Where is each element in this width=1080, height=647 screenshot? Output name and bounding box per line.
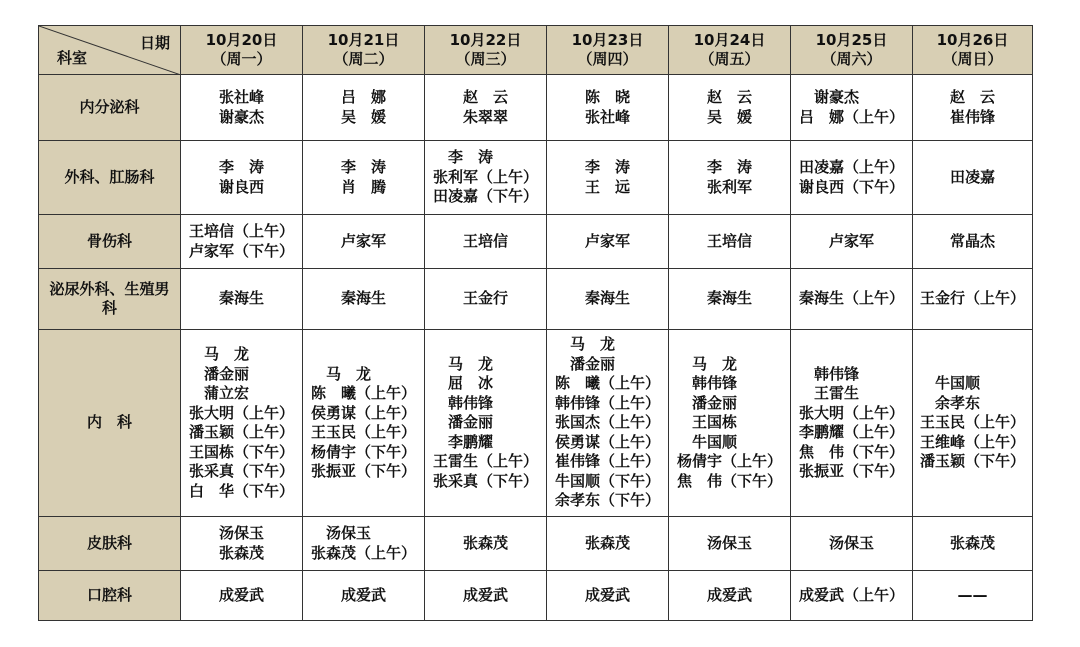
doctor-list: 王培信（上午） 卢家军（下午） — [188, 222, 294, 260]
dept-cell — [39, 269, 181, 330]
doctor-list: 常晶杰 — [949, 231, 995, 250]
date-header — [547, 26, 669, 75]
doctor-list: 李 涛 王 远 — [584, 158, 630, 196]
schedule-cell — [303, 571, 425, 621]
weekday-text: （周日） — [942, 50, 1003, 68]
table-row — [39, 330, 1033, 517]
table-row — [39, 269, 1033, 330]
schedule-cell — [425, 269, 547, 330]
schedule-cell — [669, 269, 791, 330]
doctor-list: 卢家军 — [340, 231, 386, 250]
schedule-cell — [791, 75, 913, 141]
schedule-cell — [425, 571, 547, 621]
schedule-cell — [303, 517, 425, 571]
schedule-cell — [181, 141, 303, 215]
doctor-list: 王金行 — [462, 289, 508, 308]
date-header — [181, 26, 303, 75]
schedule-cell — [669, 517, 791, 571]
schedule-cell — [791, 215, 913, 269]
doctor-list: 张社峰 谢豪杰 — [218, 88, 264, 126]
dept-cell — [39, 75, 181, 141]
doctor-list: 秦海生 — [218, 289, 264, 308]
date-text: 10月23日 — [571, 31, 644, 49]
doctor-list: 秦海生 — [706, 289, 752, 308]
doctor-list: 马 龙 潘金丽 蒲立宏 张大明（上午） 潘玉颖（上午） 王国栋（下午） 张采真（下午） 白 华（下午） — [188, 345, 294, 500]
table-row — [39, 75, 1033, 141]
dept-name: 泌尿外科、生殖男 科 — [49, 279, 170, 317]
schedule-cell — [181, 215, 303, 269]
header-row — [39, 26, 1033, 75]
doctor-list: 汤保玉 张森茂（上午） — [310, 524, 416, 562]
doctor-list: 马 龙 屈 冰 韩伟锋 潘金丽 李鹏耀 王雷生（上午） 张采真（下午） — [432, 354, 538, 490]
schedule-cell — [181, 75, 303, 141]
dept-cell — [39, 141, 181, 215]
weekday-text: （周五） — [699, 50, 760, 68]
table-row — [39, 141, 1033, 215]
weekday-text: （周四） — [577, 50, 638, 68]
doctor-list: 田凌嘉（上午） 谢良西（下午） — [798, 158, 904, 196]
doctor-list: 成爱武（上午） — [798, 585, 904, 604]
weekday-text: （周三） — [455, 50, 516, 68]
doctor-list: 马 龙 陈 曦（上午） 侯勇谋（上午） 王玉民（上午） 杨倩宇（下午） 张振亚（下午） — [310, 364, 416, 480]
doctor-list: 赵 云 崔伟锋 — [949, 88, 995, 126]
table-row — [39, 215, 1033, 269]
weekday-text: （周一） — [211, 50, 272, 68]
doctor-list: 成爱武 — [584, 585, 630, 604]
schedule-cell — [425, 141, 547, 215]
schedule-cell — [791, 330, 913, 517]
dept-name: 骨伤科 — [86, 231, 132, 250]
doctor-list: 赵 云 吴 媛 — [706, 88, 752, 126]
doctor-list: 王培信 — [462, 231, 508, 250]
dept-axis-label: 科室 — [57, 48, 88, 67]
corner-header — [39, 26, 181, 75]
schedule-cell — [669, 141, 791, 215]
schedule-cell — [913, 330, 1033, 517]
date-header — [303, 26, 425, 75]
doctor-list: 李 涛 张利军 — [706, 158, 752, 196]
date-text: 10月21日 — [327, 31, 400, 49]
schedule-cell — [547, 269, 669, 330]
schedule-cell — [181, 269, 303, 330]
schedule-cell — [303, 215, 425, 269]
schedule-cell — [425, 517, 547, 571]
doctor-list: 马 龙 韩伟锋 潘金丽 王国栋 牛国顺 杨倩宇（上午） 焦 伟（下午） — [676, 354, 782, 490]
schedule-cell — [913, 75, 1033, 141]
date-text: 10月20日 — [205, 31, 278, 49]
schedule-cell — [669, 75, 791, 141]
doctor-list: 汤保玉 — [828, 533, 874, 552]
doctor-list: 秦海生 — [584, 289, 630, 308]
doctor-list: 马 龙 潘金丽 陈 曦（上午） 韩伟锋（上午） 张国杰（上午） 侯勇谋（上午） 崔伟锋（上午） 牛国顺（下午） 余孝东（下午） — [554, 335, 660, 510]
schedule-cell — [913, 215, 1033, 269]
schedule-cell — [547, 75, 669, 141]
schedule-cell — [547, 517, 669, 571]
schedule-table-wrapper — [38, 25, 1033, 621]
doctor-list: 秦海生（上午） — [798, 289, 904, 308]
doctor-list: 张森茂 — [462, 533, 508, 552]
doctor-list: 张森茂 — [584, 533, 630, 552]
date-header — [913, 26, 1033, 75]
doctor-list: 秦海生 — [340, 289, 386, 308]
schedule-cell — [913, 269, 1033, 330]
doctor-list: 牛国顺 余孝东 王玉民（上午） 王维峰（上午） 潘玉颖（下午） — [919, 374, 1025, 471]
schedule-cell — [791, 571, 913, 621]
dept-name: 皮肤科 — [86, 533, 132, 552]
duty-schedule-table — [38, 25, 1033, 621]
doctor-list: 成爱武 — [462, 585, 508, 604]
date-text: 10月26日 — [936, 31, 1009, 49]
weekday-text: （周六） — [821, 50, 882, 68]
schedule-cell — [669, 330, 791, 517]
dept-name: 内 科 — [86, 413, 132, 432]
doctor-list: 韩伟锋 王雷生 张大明（上午） 李鹏耀（上午） 焦 伟（下午） 张振亚（下午） — [798, 364, 904, 480]
doctor-list: 王培信 — [706, 231, 752, 250]
schedule-cell — [303, 141, 425, 215]
schedule-cell — [913, 141, 1033, 215]
doctor-list: 陈 晓 张社峰 — [584, 88, 630, 126]
date-text: 10月22日 — [449, 31, 522, 49]
doctor-list: 吕 娜 吴 媛 — [340, 88, 386, 126]
dept-name: 口腔科 — [86, 585, 132, 604]
weekday-text: （周二） — [333, 50, 394, 68]
dept-name: 外科、肛肠科 — [64, 167, 155, 186]
date-axis-label: 日期 — [139, 34, 170, 52]
schedule-cell — [303, 269, 425, 330]
date-text: 10月25日 — [815, 31, 888, 49]
doctor-list: —— — [957, 585, 988, 604]
schedule-cell — [425, 75, 547, 141]
schedule-cell — [425, 215, 547, 269]
date-header — [669, 26, 791, 75]
schedule-cell — [303, 330, 425, 517]
table-row — [39, 571, 1033, 621]
schedule-cell — [547, 141, 669, 215]
schedule-cell — [547, 330, 669, 517]
schedule-cell — [181, 517, 303, 571]
doctor-list: 成爱武 — [706, 585, 752, 604]
doctor-list: 汤保玉 张森茂 — [218, 524, 264, 562]
doctor-list: 卢家军 — [828, 231, 874, 250]
dept-cell — [39, 215, 181, 269]
schedule-cell — [547, 571, 669, 621]
dept-cell — [39, 571, 181, 621]
schedule-cell — [791, 141, 913, 215]
schedule-cell — [547, 215, 669, 269]
dept-cell — [39, 517, 181, 571]
doctor-list: 汤保玉 — [706, 533, 752, 552]
doctor-list: 成爱武 — [218, 585, 264, 604]
doctor-list: 田凌嘉 — [949, 167, 995, 186]
doctor-list: 李 涛 谢良西 — [218, 158, 264, 196]
doctor-list: 李 涛 肖 腾 — [340, 158, 386, 196]
schedule-cell — [181, 571, 303, 621]
date-header — [791, 26, 913, 75]
schedule-cell — [303, 75, 425, 141]
date-header — [425, 26, 547, 75]
dept-name: 内分泌科 — [79, 97, 140, 116]
doctor-list: 赵 云 朱翠翠 — [462, 88, 508, 126]
schedule-cell — [669, 215, 791, 269]
schedule-cell — [791, 517, 913, 571]
schedule-cell — [425, 330, 547, 517]
dept-cell — [39, 330, 181, 517]
schedule-cell — [913, 571, 1033, 621]
doctor-list: 成爱武 — [340, 585, 386, 604]
doctor-list: 王金行（上午） — [919, 289, 1025, 308]
doctor-list: 张森茂 — [949, 533, 995, 552]
doctor-list: 卢家军 — [584, 231, 630, 250]
date-text: 10月24日 — [693, 31, 766, 49]
schedule-cell — [913, 517, 1033, 571]
table-row — [39, 517, 1033, 571]
doctor-list: 谢豪杰 吕 娜（上午） — [798, 88, 904, 126]
schedule-cell — [669, 571, 791, 621]
schedule-cell — [791, 269, 913, 330]
schedule-cell — [181, 330, 303, 517]
doctor-list: 李 涛 张利军（上午） 田凌嘉（下午） — [432, 148, 538, 206]
